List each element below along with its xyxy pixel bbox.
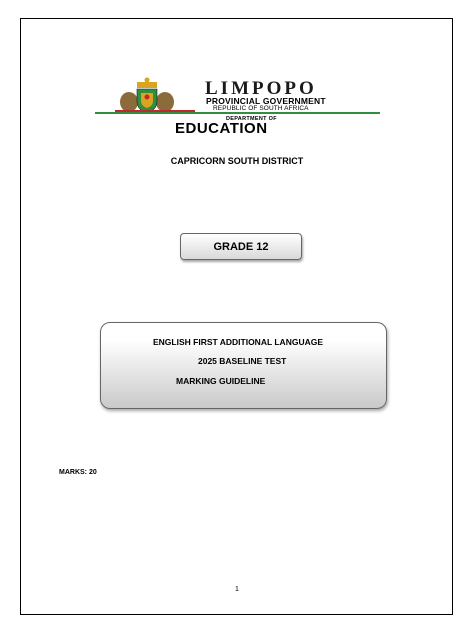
test-title: 2025 BASELINE TEST <box>198 356 287 366</box>
district-name: CAPRICORN SOUTH DISTRICT <box>170 156 304 166</box>
header-divider-green <box>95 112 380 114</box>
header-logo <box>95 76 380 138</box>
page-number: 1 <box>235 586 239 593</box>
title-box <box>100 322 387 409</box>
country-name: REPUBLIC OF SOUTH AFRICA <box>213 105 309 112</box>
document-title: MARKING GUIDELINE <box>176 376 266 386</box>
department-of-label: DEPARTMENT OF <box>226 116 277 122</box>
subject-title: ENGLISH FIRST ADDITIONAL LANGUAGE <box>153 337 323 347</box>
province-name: LIMPOPO <box>205 78 317 99</box>
grade-box <box>180 233 302 260</box>
government-name: PROVINCIAL GOVERNMENT <box>206 96 326 106</box>
department-name: EDUCATION <box>175 120 268 137</box>
grade-label: GRADE 12 <box>213 240 269 253</box>
marks-label: MARKS: 20 <box>59 469 97 476</box>
